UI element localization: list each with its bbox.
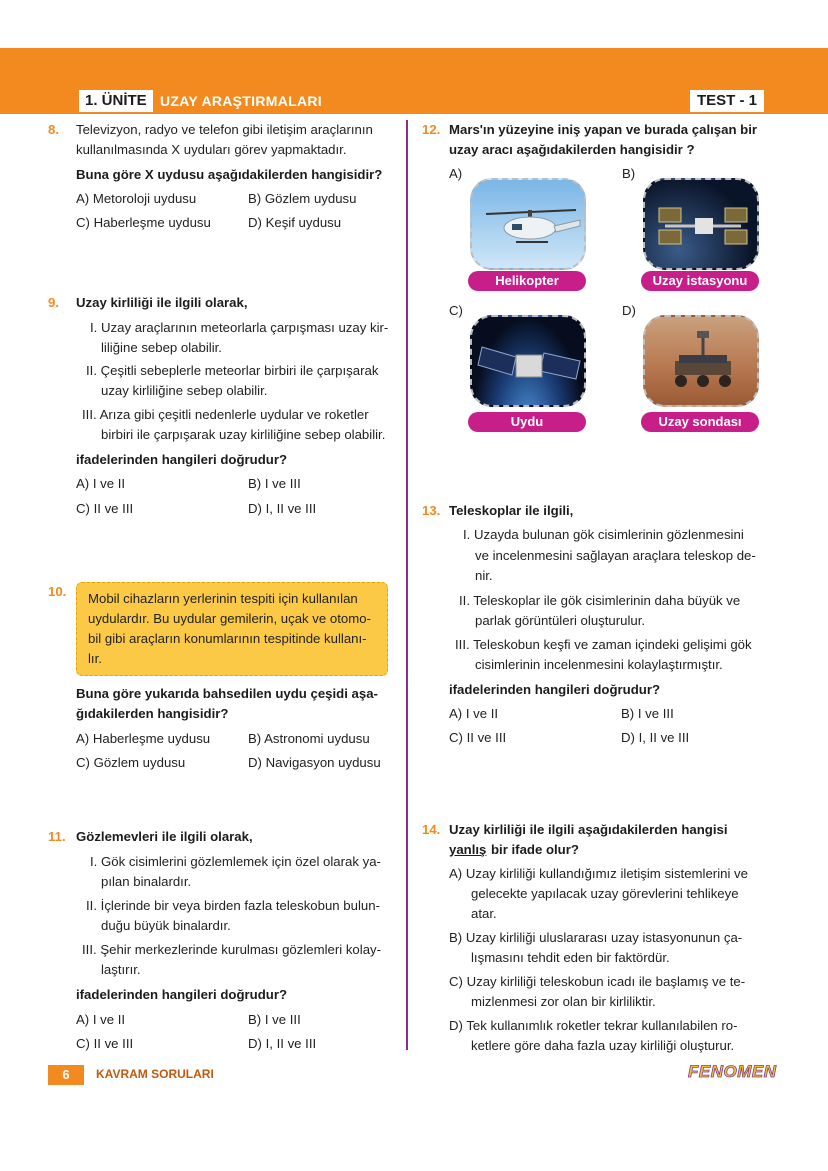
option-c[interactable]: C) II ve III bbox=[76, 1036, 134, 1051]
option-c-text: mizlenmesi zor olan bir kirliliktir. bbox=[471, 994, 656, 1009]
statement-1: nir. bbox=[475, 568, 493, 583]
statement-2: duğu büyük binalardır. bbox=[101, 918, 231, 933]
question-prompt: ifadelerinden hangileri doğrudur? bbox=[76, 452, 288, 467]
option-d[interactable]: D) I, II ve III bbox=[248, 501, 317, 516]
info-text: lır. bbox=[88, 651, 102, 666]
question-number: 10. bbox=[48, 584, 67, 599]
statement-3: birbiri ile çarpışarak uzay kirliliğine sebep olabilir. bbox=[101, 427, 386, 442]
question-prompt: Buna göre yukarıda bahsedilen uydu çeşidi aşa- bbox=[76, 686, 378, 701]
mars-rover-image[interactable] bbox=[643, 315, 759, 407]
statement-3: III. Arıza gibi çeşitli nedenlerle uydular ve roketler bbox=[82, 407, 369, 422]
question-number: 9. bbox=[48, 295, 59, 310]
question-text: kullanılmasında X uyduları görev yapmaktadır. bbox=[76, 142, 347, 157]
question-intro: Gözlemevleri ile ilgili olarak, bbox=[76, 829, 253, 844]
statement-1: I. Uzay araçlarının meteorlarla çarpışması uzay kir- bbox=[90, 320, 389, 335]
image-label: Helikopter bbox=[468, 271, 586, 291]
brand-logo: FENOMEN bbox=[688, 1062, 777, 1081]
option-d-text: ketlere göre daha fazla uzay kirliliği oluşturur. bbox=[471, 1038, 735, 1053]
image-label: Uydu bbox=[468, 412, 586, 432]
option-a-text: gelecekte yapılacak uzay görevlerini tehlikeye bbox=[471, 886, 739, 901]
question-number: 12. bbox=[422, 122, 441, 137]
satellite-image[interactable] bbox=[470, 315, 586, 407]
unit-label: 1. ÜNİTE bbox=[79, 90, 153, 112]
option-a[interactable]: A) I ve II bbox=[76, 476, 126, 491]
question-prompt: ifadelerinden hangileri doğrudur? bbox=[449, 682, 661, 697]
question-number: 13. bbox=[422, 503, 441, 518]
option-c[interactable]: C) Haberleşme uydusu bbox=[76, 215, 211, 230]
option-c[interactable]: C) II ve III bbox=[76, 501, 134, 516]
option-b[interactable]: B) Uzay kirliliği uluslararası uzay istasyonunun ça- bbox=[449, 930, 743, 945]
question-intro: Uzay kirliliği ile ilgili olarak, bbox=[76, 295, 248, 310]
space-station-image[interactable] bbox=[643, 178, 759, 270]
question-number: 11. bbox=[48, 829, 66, 844]
page-number: 6 bbox=[48, 1065, 84, 1085]
option-a-text: atar. bbox=[471, 906, 497, 921]
option-a-letter[interactable]: A) bbox=[449, 166, 463, 181]
statement-1: I. Gök cisimlerini gözlemlemek için özel olarak ya- bbox=[90, 854, 381, 869]
option-a[interactable]: A) I ve II bbox=[449, 706, 499, 721]
question-emphasis: yanlış bbox=[449, 842, 487, 857]
option-d[interactable]: D) Navigasyon uydusu bbox=[248, 755, 381, 770]
question-prompt: Buna göre X uydusu aşağıdakilerden hangisidir? bbox=[76, 167, 383, 182]
image-label: Uzay istasyonu bbox=[641, 271, 759, 291]
option-b-text: lışmasını tehdit eden bir faktördür. bbox=[471, 950, 670, 965]
option-d[interactable]: D) Tek kullanımlık roketler tekrar kullanılabilen ro- bbox=[449, 1018, 738, 1033]
option-a[interactable]: A) Uzay kirliliği kullandığımız iletişim sistemlerini ve bbox=[449, 866, 748, 881]
option-c[interactable]: C) Gözlem uydusu bbox=[76, 755, 186, 770]
option-c[interactable]: C) Uzay kirliliği teleskobun icadı ile başlamış ve te- bbox=[449, 974, 746, 989]
question-prompt: ğıdakilerden hangisidir? bbox=[76, 706, 229, 721]
statement-3: III. Şehir merkezlerinde kurulması gözlemleri kolay- bbox=[82, 942, 382, 957]
statement-2: II. Teleskoplar ile gök cisimlerinin daha büyük ve bbox=[459, 593, 741, 608]
statement-2: parlak görüntüleri oluşturulur. bbox=[475, 613, 646, 628]
footer-label: KAVRAM SORULARI bbox=[96, 1067, 214, 1081]
question-prompt: uzay aracı aşağıdakilerden hangisidir ? bbox=[449, 142, 695, 157]
question-prompt: ifadelerinden hangileri doğrudur? bbox=[76, 987, 288, 1002]
statement-2: uzay kirliliğine sebep olabilir. bbox=[101, 383, 268, 398]
statement-3: laştırır. bbox=[101, 962, 141, 977]
statement-3: III. Teleskobun keşfi ve zaman içindeki gelişimi gök bbox=[455, 637, 752, 652]
statement-3: cisimlerinin incelenmesini kolaylaştırmıştır. bbox=[475, 657, 723, 672]
question-text: Televizyon, radyo ve telefon gibi iletişim araçlarının bbox=[76, 122, 373, 137]
option-c[interactable]: C) II ve III bbox=[449, 730, 507, 745]
statement-2: II. Çeşitli sebeplerle meteorlar birbiri ile çarpışarak bbox=[86, 363, 379, 378]
option-b[interactable]: B) I ve III bbox=[248, 1012, 301, 1027]
option-c-letter[interactable]: C) bbox=[449, 303, 463, 318]
statement-1: ve incelenmesini sağlayan araçlara teleskop de- bbox=[475, 548, 756, 563]
option-b[interactable]: B) I ve III bbox=[248, 476, 301, 491]
question-prompt: bir ifade olur? bbox=[491, 842, 579, 857]
info-box bbox=[76, 582, 388, 676]
question-intro: Teleskoplar ile ilgili, bbox=[449, 503, 574, 518]
column-divider bbox=[406, 120, 408, 1050]
info-text: bil gibi araçların konumlarının tespitinde kullanı- bbox=[88, 631, 367, 646]
helicopter-image[interactable] bbox=[470, 178, 586, 270]
option-d-letter[interactable]: D) bbox=[622, 303, 636, 318]
option-b[interactable]: B) Gözlem uydusu bbox=[248, 191, 357, 206]
unit-title: UZAY ARAŞTIRMALARI bbox=[160, 93, 322, 109]
option-d[interactable]: D) Keşif uydusu bbox=[248, 215, 342, 230]
image-label: Uzay sondası bbox=[641, 412, 759, 432]
option-d[interactable]: D) I, II ve III bbox=[621, 730, 690, 745]
option-d[interactable]: D) I, II ve III bbox=[248, 1036, 317, 1051]
question-prompt: Mars'ın yüzeyine iniş yapan ve burada çalışan bir bbox=[449, 122, 758, 137]
option-a[interactable]: A) Haberleşme uydusu bbox=[76, 731, 211, 746]
option-b-letter[interactable]: B) bbox=[622, 166, 636, 181]
info-text: uydulardır. Bu uydular gemilerin, uçak ve otomo- bbox=[88, 611, 371, 626]
option-b[interactable]: B) I ve III bbox=[621, 706, 674, 721]
question-prompt: Uzay kirliliği ile ilgili aşağıdakilerden hangisi bbox=[449, 822, 728, 837]
info-text: Mobil cihazların yerlerinin tespiti için kullanılan bbox=[88, 591, 358, 606]
question-number: 8. bbox=[48, 122, 59, 137]
option-a[interactable]: A) I ve II bbox=[76, 1012, 126, 1027]
statement-1: I. Uzayda bulunan gök cisimlerinin gözlenmesini bbox=[463, 527, 744, 542]
test-label: TEST - 1 bbox=[690, 90, 764, 112]
option-b[interactable]: B) Astronomi uydusu bbox=[248, 731, 370, 746]
option-a[interactable]: A) Metoroloji uydusu bbox=[76, 191, 197, 206]
statement-1: pılan binalardır. bbox=[101, 874, 192, 889]
statement-2: II. İçlerinde bir veya birden fazla teleskobun bulun- bbox=[86, 898, 380, 913]
question-number: 14. bbox=[422, 822, 441, 837]
statement-1: liliğine sebep olabilir. bbox=[101, 340, 222, 355]
